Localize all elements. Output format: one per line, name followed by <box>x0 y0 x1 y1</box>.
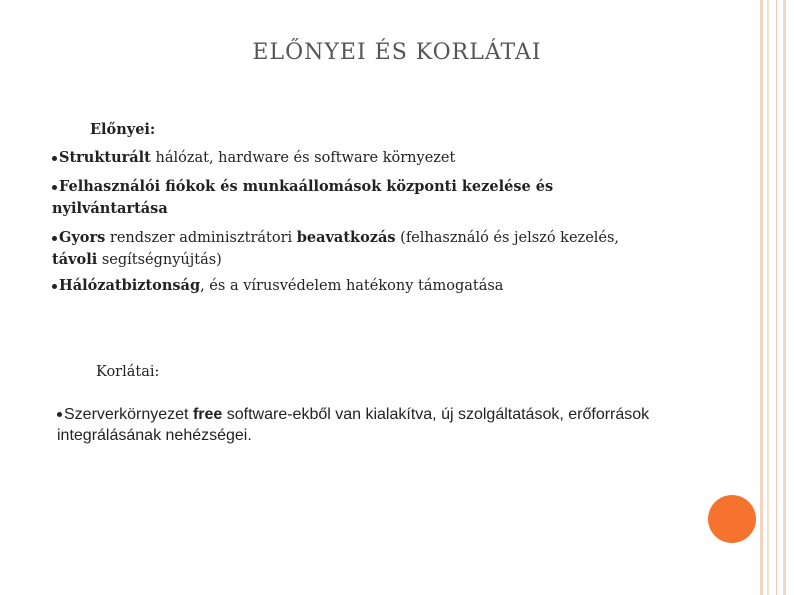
decorative-rail <box>760 0 763 595</box>
slide-title: ELŐNYEI ÉS KORLÁTAI <box>252 40 542 65</box>
bullet-text-line2: integrálásának nehézségei. <box>57 427 252 444</box>
bullet-bold: beavatkozás <box>296 229 396 246</box>
bullet-text: segítségnyújtás) <box>97 252 222 268</box>
accent-circle <box>708 495 756 543</box>
limitations-colon: : <box>154 364 160 380</box>
advantages-label: Előnyei: <box>90 121 156 138</box>
bullet-structured-network <box>52 147 455 169</box>
bullet-bold: free <box>192 406 223 423</box>
bullet-icon <box>52 236 57 241</box>
bullet-bold: távoli <box>52 251 98 268</box>
bullet-text: , és a vírusvédelem hatékony támogatása <box>200 278 504 294</box>
bullet-network-security <box>52 275 503 297</box>
bullet-text: Felhasználói fiókok és munkaállomások központi kezelése és <box>59 178 554 195</box>
bullet-bold: Gyors <box>59 229 106 246</box>
bullet-icon <box>57 412 62 417</box>
limitations-label <box>96 364 159 380</box>
decorative-rail <box>776 0 777 595</box>
bullet-bold: Hálózatbiztonság <box>59 277 201 294</box>
bullet-icon <box>52 185 57 190</box>
bullet-central-management <box>52 176 732 220</box>
bullet-text: (felhasználó és jelszó kezelés, <box>395 230 620 246</box>
bullet-text-line2: nyilvántartása <box>52 200 168 217</box>
bullet-admin-intervention <box>52 227 732 271</box>
bullet-icon <box>52 156 57 161</box>
bullet-text: software-ekből van kialakítva, új szolgáltatások, erőforrások <box>222 406 650 423</box>
bullet-text: Szerverkörnyezet <box>64 406 193 423</box>
bullet-text: hálózat, hardware és software környezet <box>150 150 456 166</box>
bullet-icon <box>52 284 57 289</box>
decorative-rail <box>767 0 769 595</box>
bullet-text: rendszer adminisztrátori <box>105 230 297 246</box>
bullet-server-environment <box>57 404 747 446</box>
limitations-label-text: Korlátai <box>96 364 155 380</box>
decorative-rail <box>783 0 786 595</box>
bullet-bold: Strukturált <box>59 149 151 166</box>
